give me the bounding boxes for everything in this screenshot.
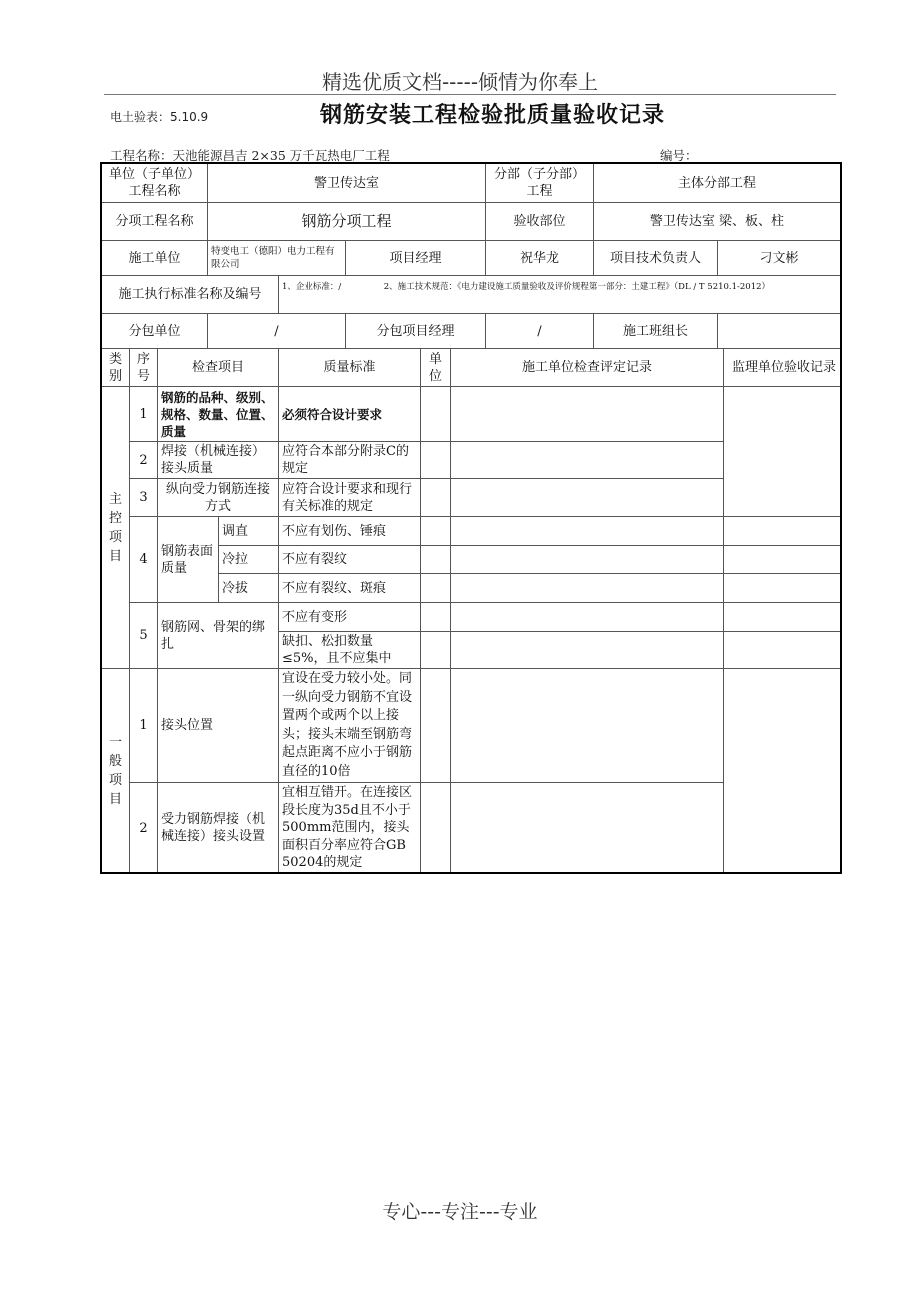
gen-row-1-seq: 1 xyxy=(129,668,158,783)
mc-row-4-sub-2-standard: 不应有裂纹 xyxy=(278,545,421,574)
gen-row-2-seq: 2 xyxy=(129,782,158,874)
header-divider xyxy=(104,94,836,95)
unit-project-value[interactable]: 警卫传达室 xyxy=(207,163,486,203)
gen-supervisor-record[interactable] xyxy=(723,668,841,874)
sub-pm-value[interactable]: / xyxy=(485,313,594,349)
mc-row-4-sub-2-unit[interactable] xyxy=(420,545,451,574)
mc-row-3-seq: 3 xyxy=(129,478,158,517)
mc-row-4-sub-3-supervisor-record[interactable] xyxy=(723,573,841,603)
contractor-value[interactable]: 特变电工（德阳）电力工程有限公司 xyxy=(207,240,346,276)
team-leader-label: 施工班组长 xyxy=(593,313,718,349)
subitem-value[interactable]: 钢筋分项工程 xyxy=(207,202,486,241)
mc-row-4-sub-2-supervisor-record[interactable] xyxy=(723,545,841,574)
mc-row-4-seq: 4 xyxy=(129,516,158,603)
mc-row-4-sub-2-contractor-record[interactable] xyxy=(450,545,724,574)
page-title: 钢筋安装工程检验批质量验收记录 xyxy=(320,103,666,128)
gen-row-1-unit[interactable] xyxy=(420,668,451,783)
unit-project-label: 单位（子单位）工程名称 xyxy=(101,163,208,203)
gen-row-1-item: 接头位置 xyxy=(157,668,279,783)
col-standard: 质量标准 xyxy=(278,348,421,387)
mc-row-4-sub-3: 冷拔 xyxy=(218,573,279,603)
mc-row-5-standard-1-supervisor-record[interactable] xyxy=(723,602,841,632)
mc-row-2-item: 焊接（机械连接）接头质量 xyxy=(157,441,279,479)
mc-row-5-standard-2-unit[interactable] xyxy=(420,631,451,669)
acceptance-part-value[interactable]: 警卫传达室 梁、板、柱 xyxy=(593,202,841,241)
mc-row-3-contractor-record[interactable] xyxy=(450,478,724,517)
division-label: 分部（子分部）工程 xyxy=(485,163,594,203)
gen-row-1-standard: 宜设在受力较小处。同一纵向受力钢筋不宜设置两个或两个以上接头；接头末端至钢筋弯起点距离不应小于钢筋直径的10倍 xyxy=(278,668,421,783)
mc-row-1-item: 钢筋的品种、级别、规格、数量、位置、质量 xyxy=(157,386,279,442)
division-value[interactable]: 主体分部工程 xyxy=(593,163,841,203)
category-main-control-label: 主控项目 xyxy=(108,491,122,564)
col-category: 类别 xyxy=(101,348,130,387)
tech-lead-label: 项目技术负责人 xyxy=(593,240,718,276)
gen-row-2-item: 受力钢筋焊接（机械连接）接头设置 xyxy=(157,782,279,874)
col-contractor-record: 施工单位检查评定记录 xyxy=(450,348,724,387)
mc-row-4-sub-3-standard: 不应有裂纹、斑痕 xyxy=(278,573,421,603)
mc-row-5-standard-2-supervisor-record[interactable] xyxy=(723,631,841,669)
col-item: 检查项目 xyxy=(157,348,279,387)
mc-row-4-sub-3-contractor-record[interactable] xyxy=(450,573,724,603)
contractor-label: 施工单位 xyxy=(101,240,208,276)
mc-row-4-sub-1-standard: 不应有划伤、锤痕 xyxy=(278,516,421,546)
mc-row-1-unit[interactable] xyxy=(420,386,451,442)
mc-row-2-contractor-record[interactable] xyxy=(450,441,724,479)
mc-row-5-standard-2-contractor-record[interactable] xyxy=(450,631,724,669)
team-leader-value[interactable] xyxy=(717,313,841,349)
mc-row-5-standard-2: 缺扣、松扣数量≤5%，且不应集中 xyxy=(278,631,421,669)
mc-row-2-unit[interactable] xyxy=(420,441,451,479)
mc-row-4-sub-1-unit[interactable] xyxy=(420,516,451,546)
mc-row-2-standard: 应符合本部分附录C的规定 xyxy=(278,441,421,479)
mc-row-5-seq: 5 xyxy=(129,602,158,669)
mc-row-3-standard: 应符合设计要求和现行有关标准的规定 xyxy=(278,478,421,517)
project-manager-value[interactable]: 祝华龙 xyxy=(485,240,594,276)
standard-value[interactable]: 1、企业标准：/ 2、施工技术规范：《电力建设施工质量验收及评价规程第一部分：土建工程》（DL / T 5210.1-2012） xyxy=(278,275,841,314)
header-slogan: 精选优质文档-----倾情为你奉上 xyxy=(321,70,599,94)
mc-row-1-contractor-record[interactable] xyxy=(450,386,724,442)
col-unit: 单位 xyxy=(420,348,451,387)
subcontractor-value[interactable]: / xyxy=(207,313,346,349)
category-main-control xyxy=(101,386,130,669)
gen-row-2-unit[interactable] xyxy=(420,782,451,874)
mc-row-1-seq: 1 xyxy=(129,386,158,442)
mc-row-4-sub-3-unit[interactable] xyxy=(420,573,451,603)
gen-row-2-contractor-record[interactable] xyxy=(450,782,724,874)
mc-row-3-unit[interactable] xyxy=(420,478,451,517)
mc-row-5-standard-1-unit[interactable] xyxy=(420,602,451,632)
mc-row-4-sub-1-supervisor-record[interactable] xyxy=(723,516,841,546)
subitem-label: 分项工程名称 xyxy=(101,202,208,241)
mc-row-3-item: 纵向受力钢筋连接方式 xyxy=(157,478,279,517)
footer-slogan: 专心---专注---专业 xyxy=(382,1201,538,1223)
gen-row-1-contractor-record[interactable] xyxy=(450,668,724,783)
mc-row-5-standard-1: 不应有变形 xyxy=(278,602,421,632)
mc-row-4-sub-2: 冷拉 xyxy=(218,545,279,574)
mc-row-5-standard-1-contractor-record[interactable] xyxy=(450,602,724,632)
mc-row-2-seq: 2 xyxy=(129,441,158,479)
category-general-label: 一般项目 xyxy=(108,735,122,807)
mc-row-5-item: 钢筋网、骨架的绑扎 xyxy=(157,602,279,669)
mc-rows-1-3-supervisor-record[interactable] xyxy=(723,386,841,517)
sub-pm-label: 分包项目经理 xyxy=(345,313,486,349)
standard-label: 施工执行标准名称及编号 xyxy=(101,275,279,314)
acceptance-part-label: 验收部位 xyxy=(485,202,594,241)
project-name: 工程名称：天池能源昌吉 2×35 万千瓦热电厂工程 xyxy=(110,148,390,163)
mc-row-4-item: 钢筋表面质量 xyxy=(157,516,219,603)
project-manager-label: 项目经理 xyxy=(345,240,486,276)
col-supervisor-record: 监理单位验收记录 xyxy=(723,348,841,387)
tech-lead-value[interactable]: 刁文彬 xyxy=(717,240,841,276)
subcontractor-label: 分包单位 xyxy=(101,313,208,349)
gen-row-2-standard: 宜相互错开。在连接区段长度为35d且不小于500mm范围内，接头面积百分率应符合GB 50204的规定 xyxy=(278,782,421,874)
category-general xyxy=(101,668,130,874)
mc-row-1-standard: 必须符合设计要求 xyxy=(278,386,421,442)
mc-row-4-sub-1-contractor-record[interactable] xyxy=(450,516,724,546)
document-number-label: 编号： xyxy=(660,148,698,163)
col-seq: 序号 xyxy=(129,348,158,387)
mc-row-4-sub-1: 调直 xyxy=(218,516,279,546)
form-code: 电土验表：5.10.9 xyxy=(110,110,209,124)
